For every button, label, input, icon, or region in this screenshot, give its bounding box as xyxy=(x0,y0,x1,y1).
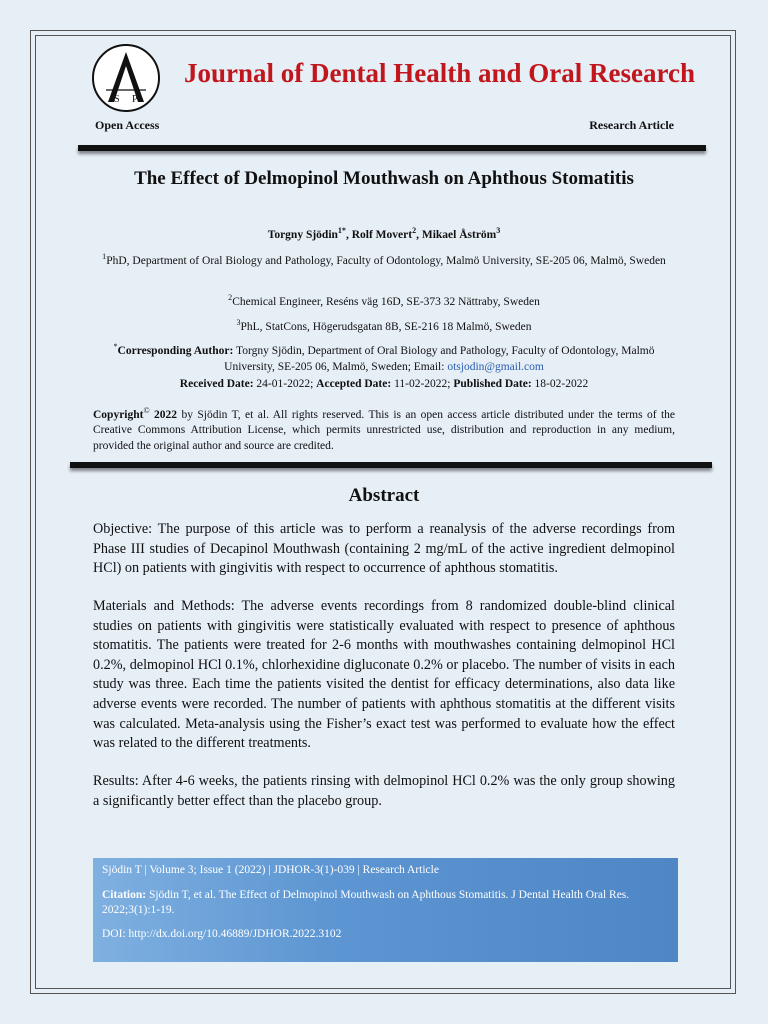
copyright-label: Copyright xyxy=(93,408,144,421)
logo-letter-p: P xyxy=(132,94,138,105)
citation-label: Citation: xyxy=(102,889,147,901)
corresponding-author xyxy=(100,339,668,375)
corresponding-sup: * xyxy=(113,342,118,351)
corresponding-text: Torgny Sjödin, Department of Oral Biology and Pathology, Faculty of Odontology, Malmö University, SE-205 06, Malmö, Sweden; Email: xyxy=(224,344,655,373)
affiliation-sup: 1 xyxy=(102,252,107,261)
affiliation-text: Chemical Engineer, Reséns väg 16D, SE-373 32 Nättraby, Sweden xyxy=(232,295,540,308)
received-label: Received Date: xyxy=(179,378,254,390)
author-sup: 2 xyxy=(412,226,417,235)
abstract-objective: Objective: The purpose of this article was to perform a reanalysis of the adverse recordings from Phase III studies of Decapinol Mouthwash (containing 2 mg/mL of the active ingredient delmopinol HCl) on patients with gingivitis with respect to occurrence of aphthous stomatitis. xyxy=(93,521,675,577)
affiliation-sup: 2 xyxy=(228,293,233,302)
accepted-date: 11-02-2022; xyxy=(394,378,451,390)
affiliation-2 xyxy=(100,290,668,310)
author-sup: 3 xyxy=(496,226,501,235)
copyright-year: 2022 xyxy=(154,408,178,421)
paper-title: The Effect of Delmopinol Mouthwash on Aphthous Stomatitis xyxy=(134,168,634,189)
affiliation-text: PhL, StatCons, Högerudsgatan 8B, SE-216 18 Malmö, Sweden xyxy=(240,320,532,333)
volume-line: Sjödin T | Volume 3; Issue 1 (2022) | JDHOR-3(1)-039 | Research Article xyxy=(102,864,439,876)
accepted-label: Accepted Date: xyxy=(316,378,392,390)
journal-title: Journal of Dental Health and Oral Research xyxy=(184,58,695,88)
doi-link[interactable]: DOI: http://dx.doi.org/10.46889/JDHOR.2022.3102 xyxy=(102,928,342,940)
author-name: Mikael Åström xyxy=(421,228,497,241)
published-date: 18-02-2022 xyxy=(534,378,589,390)
author-sup: 1* xyxy=(337,226,346,235)
copyright-symbol: © xyxy=(143,406,150,415)
received-date: 24-01-2022; xyxy=(256,378,314,390)
abstract-methods: Materials and Methods: The adverse events recordings from 8 randomized double-blind clinical studies on patients with gingivitis were statistically evaluated with respect to presence of aphthous stomatitis. The patients were treated for 2-6 months with mouthwashes containing delmopinol HCl 0.2%, delmopinol HCl 0.1%, chlorhexidine digluconate 0.2% or placebo. The number of visits in each study was three. Each time the patients visited the dentist for efficacy determinations, also data like adverse events were recorded. The number of patients with aphthous stomatitis at the different visits was calculated. Meta-analysis using the Fisher’s exact test was performed to evaluate how the effect was related to the different treatments. xyxy=(93,598,675,752)
author-name: Torgny Sjödin xyxy=(267,228,338,241)
abstract-heading: Abstract xyxy=(348,485,420,506)
affiliation-sup: 3 xyxy=(236,318,241,327)
corresponding-label: Corresponding Author: xyxy=(117,344,234,357)
email-link[interactable]: otsjodin@gmail.com xyxy=(447,360,544,373)
affiliation-text: PhD, Department of Oral Biology and Pathology, Faculty of Odontology, Malmö University, SE-205 06, Malmö, Sweden xyxy=(106,254,666,267)
copyright-text: by Sjödin T, et al. All rights reserved. This is an open access article distributed under the terms of the Creative Commons Attribution License, which permits unrestricted use, distribution and reproduction in any medium, provided the original author and source are credited. xyxy=(93,408,676,452)
article-type-label: Research Article xyxy=(589,118,674,132)
citation-box xyxy=(93,858,678,962)
abstract-divider xyxy=(70,462,712,468)
article-dates xyxy=(60,378,708,390)
author-name: Rolf Movert xyxy=(351,228,413,241)
copyright-notice xyxy=(93,403,675,454)
published-label: Published Date: xyxy=(453,378,532,390)
citation-text: Sjödin T, et al. The Effect of Delmopinol Mouthwash on Aphthous Stomatitis. J Dental Health Oral Res. 2022;3(1):1-19. xyxy=(102,889,630,916)
affiliation-3 xyxy=(100,315,668,335)
abstract-results: Results: After 4-6 weeks, the patients rinsing with delmopinol HCl 0.2% was the only group showing a significantly better effect than the placebo group. xyxy=(93,773,675,809)
header-divider xyxy=(78,145,706,151)
logo-letter-s: S xyxy=(114,94,120,105)
citation xyxy=(102,888,669,918)
open-access-label: Open Access xyxy=(95,118,160,132)
affiliation-1 xyxy=(100,249,668,269)
author-list: Torgny Sjödin$^{1*}$, Rolf Movert$^2$, Mikael Åström$^3$ xyxy=(267,226,501,241)
journal-logo-icon xyxy=(92,44,160,112)
